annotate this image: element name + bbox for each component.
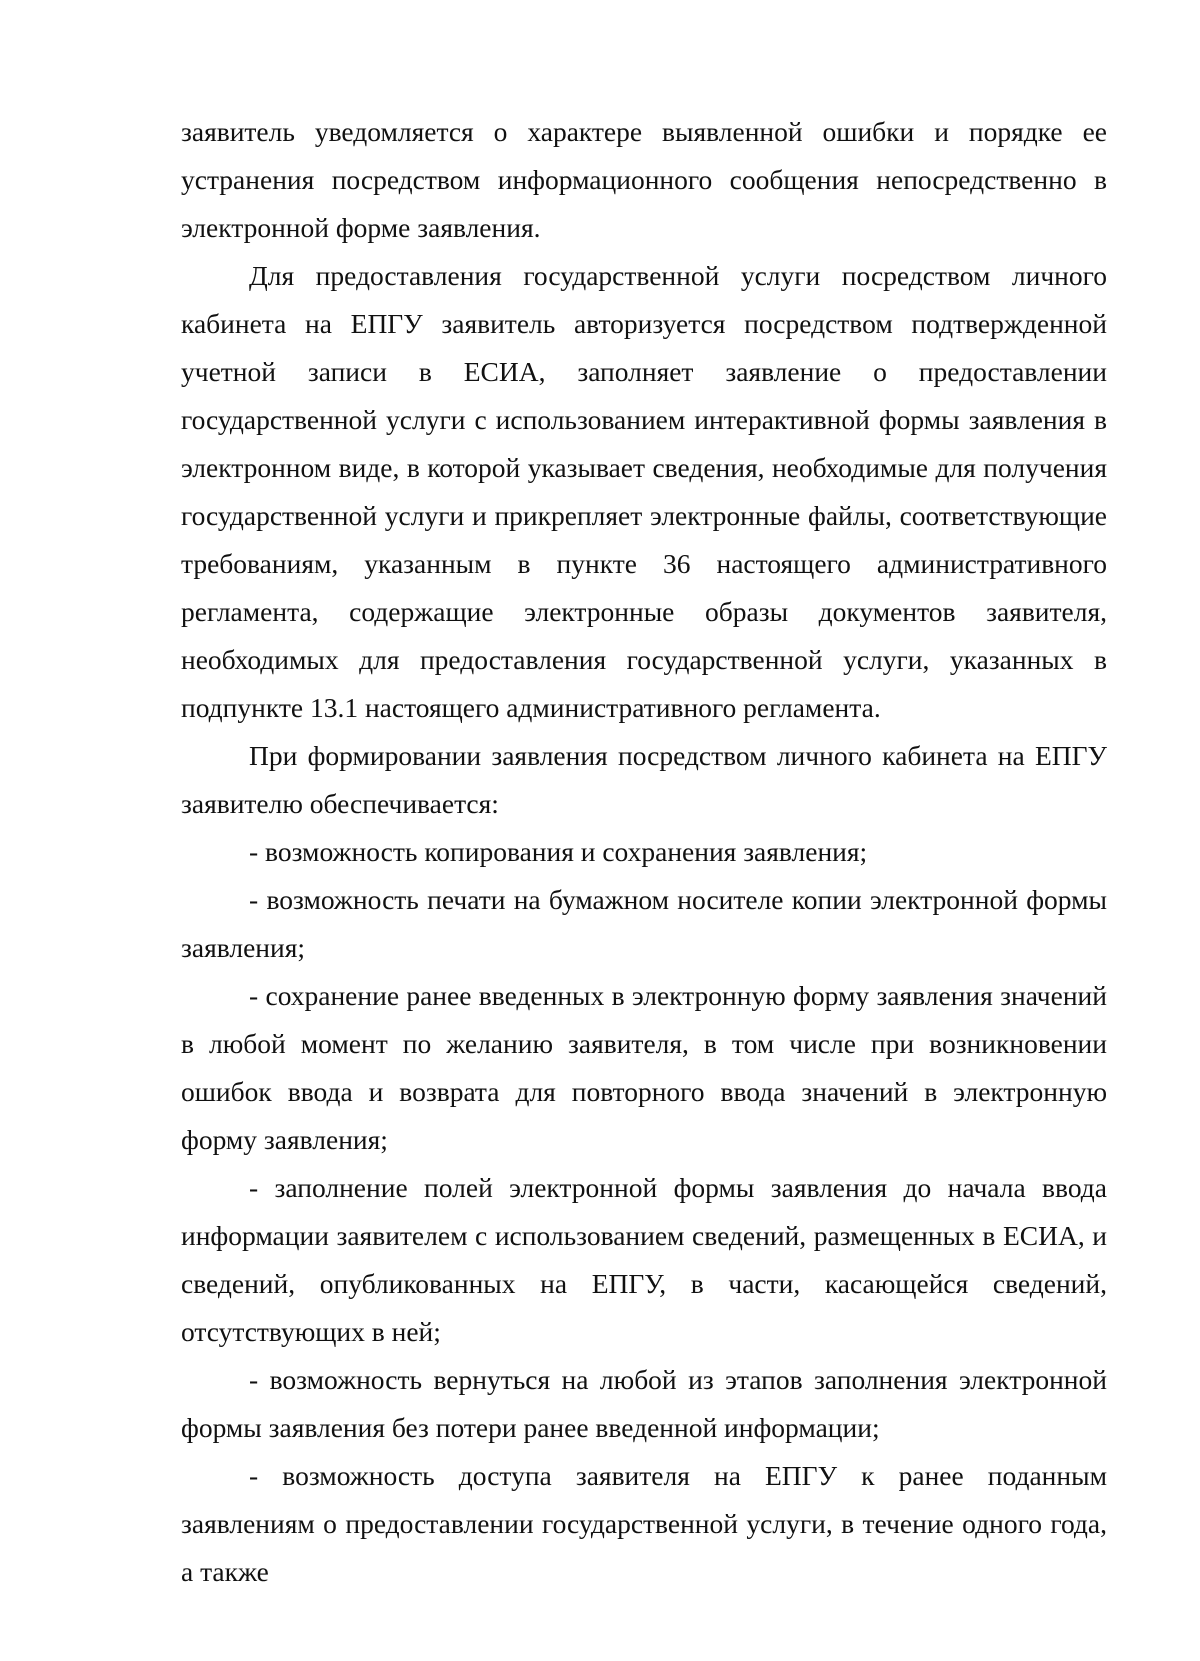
- document-body: [181, 108, 1107, 1596]
- list-item-access-previous: - возможность доступа заявителя на ЕПГУ к ранее поданным заявлениям о предоставлении государственной услуги, в течение одного года, а также: [181, 1460, 1107, 1587]
- list-item-save-values: - сохранение ранее введенных в электронную форму заявления значений в любой момент по желанию заявителя, в том числе при возникновении ошибок ввода и возврата для повторного ввода значений в электронную форму заявления;: [181, 980, 1107, 1155]
- paragraph-epgu-authorization: Для предоставления государственной услуги посредством личного кабинета на ЕПГУ заявитель авторизуется посредством подтвержденной учетной записи в ЕСИА, заполняет заявление о предоставлении государственной услуги с использованием интерактивной формы заявления в электронном виде, в которой указывает сведения, необходимые для получения государственной услуги и прикрепляет электронные файлы, соответствующие требованиям, указанным в пункте 36 настоящего административного регламента, содержащие электронные образы документов заявителя, необходимых для предоставления государственной услуги, указанных в подпункте 13.1 настоящего административного регламента.: [181, 260, 1107, 723]
- list-item-print: - возможность печати на бумажном носителе копии электронной формы заявления;: [181, 884, 1107, 963]
- list-item-return-step: - возможность вернуться на любой из этапов заполнения электронной формы заявления без потери ранее введенной информации;: [181, 1364, 1107, 1443]
- paragraph-error-notice: заявитель уведомляется о характере выявленной ошибки и порядке ее устранения посредством информационного сообщения непосредственно в электронной форме заявления.: [181, 116, 1107, 243]
- list-item-copy-save: - возможность копирования и сохранения заявления;: [249, 836, 868, 867]
- paragraph-form-provisions: При формировании заявления посредством личного кабинета на ЕПГУ заявителю обеспечивается:: [181, 740, 1107, 819]
- list-item-autofill: - заполнение полей электронной формы заявления до начала ввода информации заявителем с использованием сведений, размещенных в ЕСИА, и сведений, опубликованных на ЕПГУ, в части, касающейся сведений, отсутствующих в ней;: [181, 1172, 1107, 1347]
